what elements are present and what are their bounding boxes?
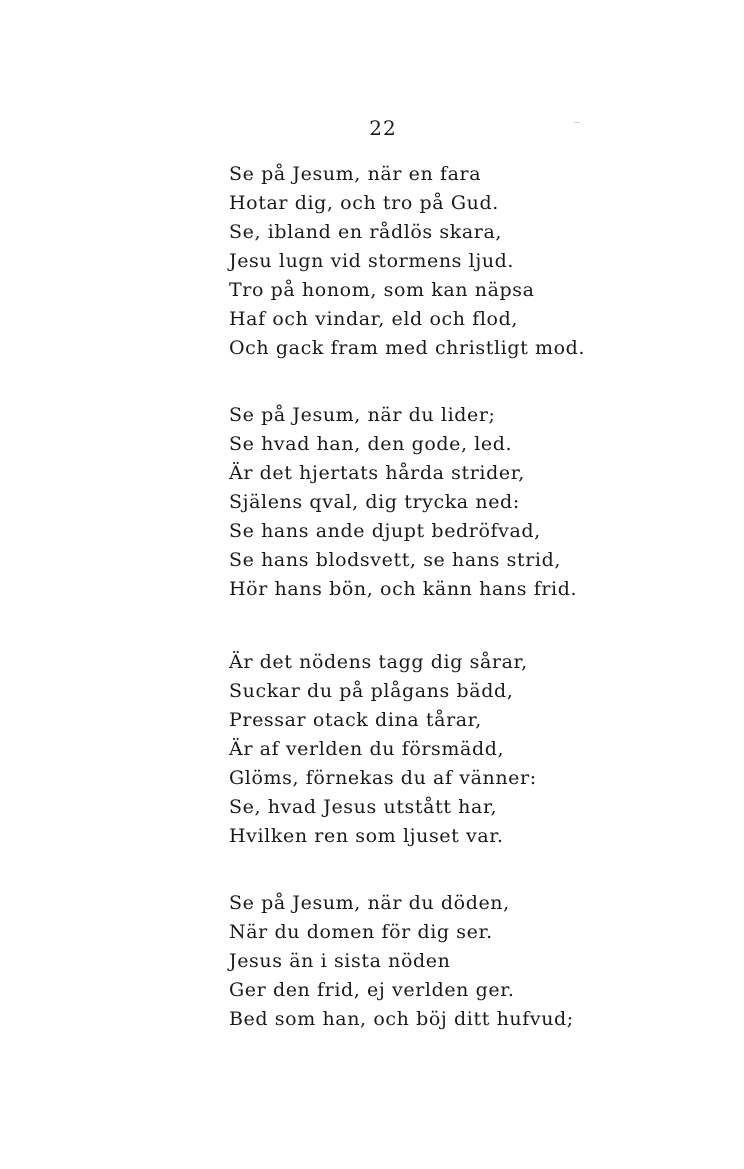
- verse-line: Suckar du på plågans bädd,: [229, 680, 514, 702]
- verse-line: Är af verlden du försmädd,: [229, 738, 505, 760]
- verse-line: Se, hvad Jesus utstått har,: [229, 796, 498, 818]
- verse-line: Är det nödens tagg dig sårar,: [229, 651, 528, 673]
- stanza-1: [229, 160, 649, 363]
- poem: [229, 160, 649, 1034]
- verse-line: Se på Jesum, när du döden,: [229, 892, 510, 914]
- stanza-3: [229, 648, 649, 851]
- verse-line: Jesus än i sista nöden: [229, 950, 451, 972]
- stanza-2: [229, 401, 649, 604]
- verse-line: Pressar otack dina tårar,: [229, 709, 482, 731]
- stanza-spacer: [229, 604, 649, 648]
- stanza-spacer: [229, 851, 649, 889]
- verse-line: Se på Jesum, när en fara: [229, 163, 482, 185]
- verse-line: Hotar dig, och tro på Gud.: [229, 192, 499, 214]
- page-number: 22: [369, 116, 397, 140]
- stanza-spacer: [229, 363, 649, 401]
- verse-line: Hvilken ren som ljuset var.: [229, 825, 504, 847]
- verse-line: Se hans blodsvett, se hans strid,: [229, 549, 561, 571]
- verse-line: Och gack fram med christligt mod.: [229, 337, 586, 359]
- verse-line: Se hans ande djupt bedröfvad,: [229, 520, 541, 542]
- verse-line: Jesu lugn vid stormens ljud.: [229, 250, 515, 272]
- stanza-4: [229, 889, 649, 1034]
- verse-line: När du domen för dig ser.: [229, 921, 493, 943]
- verse-line: Hör hans bön, och känn hans frid.: [229, 578, 578, 600]
- verse-line: Själens qval, dig trycka ned:: [229, 491, 520, 513]
- verse-line: Se på Jesum, när du lider;: [229, 404, 496, 426]
- verse-line: Är det hjertats hårda strider,: [229, 462, 525, 484]
- verse-line: Glöms, förnekas du af vänner:: [229, 767, 537, 789]
- verse-line: Haf och vindar, eld och flod,: [229, 308, 518, 330]
- verse-line: Se hvad han, den gode, led.: [229, 433, 513, 455]
- verse-line: Bed som han, och böj ditt hufvud;: [229, 1008, 574, 1030]
- verse-line: Se, ibland en rådlös skara,: [229, 221, 503, 243]
- verse-line: Ger den frid, ej verlden ger.: [229, 979, 515, 1001]
- verse-line: Tro på honom, som kan näpsa: [229, 279, 535, 301]
